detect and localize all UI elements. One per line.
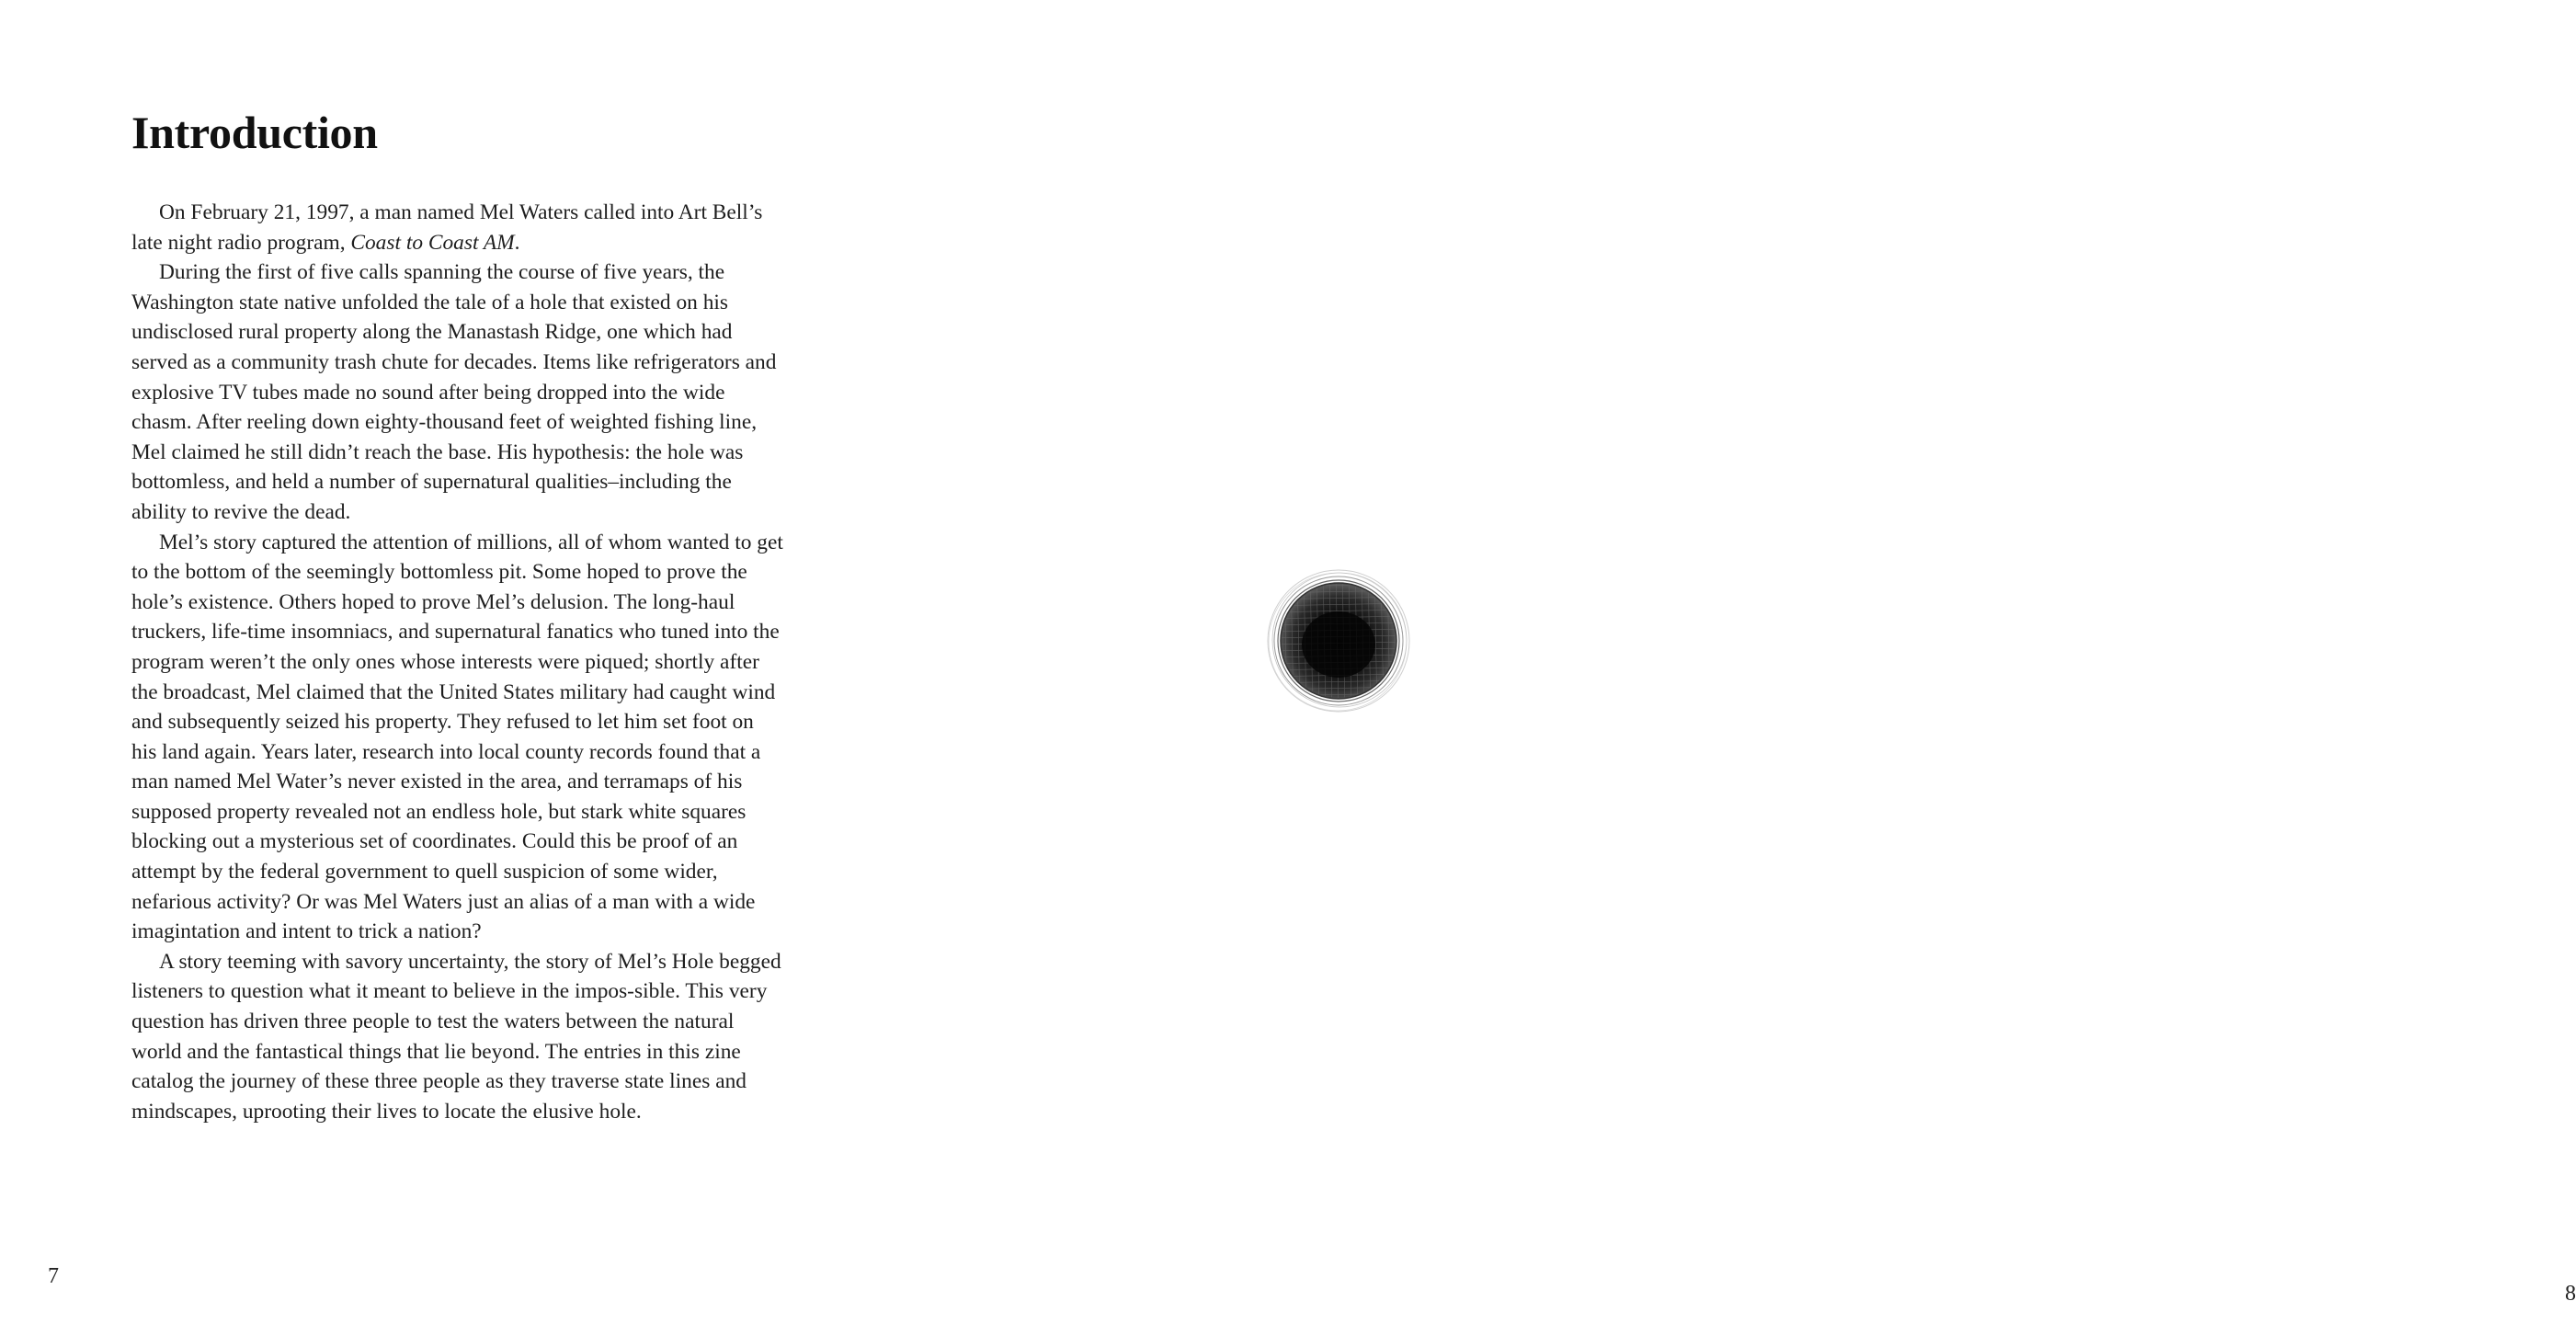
program-title: Coast to Coast AM	[350, 230, 515, 255]
paragraph-1-text: On February 21, 1997, a man named Mel Waters called into Art Bell’s late night radio program,	[131, 200, 763, 255]
left-page	[0, 0, 883, 1324]
paragraph-1-end: .	[514, 230, 520, 255]
paragraph-3: Mel’s story captured the attention of millions, all of whom wanted to get to the bottom of the seemingly bottomless pit. Some hoped to prove the hole’s existence. Others hoped to prove Mel’s delusion. The long-haul truckers, life-time insomniacs, and supernatural fanatics who tuned into the program weren’t the only ones whose interests were piqued; shortly after the broadcast, Mel claimed that the United States military had caught wind and subsequently seized his property. They refused to let him set foot on his land again. Years later, research into local county records found that a man named Mel Water’s never existed in the area, and terramaps of his supposed property revealed not an endless hole, but stark white squares blocking out a mysterious set of coordinates. Could this be proof of an attempt by the federal government to quell suspicion of some wider, nefarious activity? Or was Mel Waters just an alias of a man with a wide imagintation and intent to trick a nation?	[131, 530, 783, 944]
body-text	[131, 198, 784, 1126]
page-title: Introduction	[131, 107, 378, 158]
paragraph-4: A story teeming with savory uncertainty, the story of Mel’s Hole begged listeners to question what it meant to believe in the impos-sible. This very question has driven three people to test the waters between the natural world and the fantastical things that lie beyond. The entries in this zine catalog the journey of these three people as they traverse state lines and mindscapes, uprooting their lives to locate the elusive hole.	[131, 949, 781, 1124]
paragraph-2: During the first of five calls spanning the course of five years, the Washington state native unfolded the tale of a hole that existed on his undisclosed rural property along the Manastash Ridge, one which had served as a community trash chute for decades. Items like refrigerators and explosive TV tubes made no sound after being dropped into the wide chasm. After reeling down eighty-thousand feet of weighted fishing line, Mel claimed he still didn’t reach the base. His hypothesis: the hole was bottomless, and held a number of supernatural qualities–including the ability to revive the dead.	[131, 260, 777, 524]
paragraph-1	[131, 198, 784, 257]
hole-icon	[1265, 567, 1412, 714]
page-number-right: 8	[2565, 1282, 2576, 1306]
page-number-left: 7	[48, 1264, 59, 1288]
